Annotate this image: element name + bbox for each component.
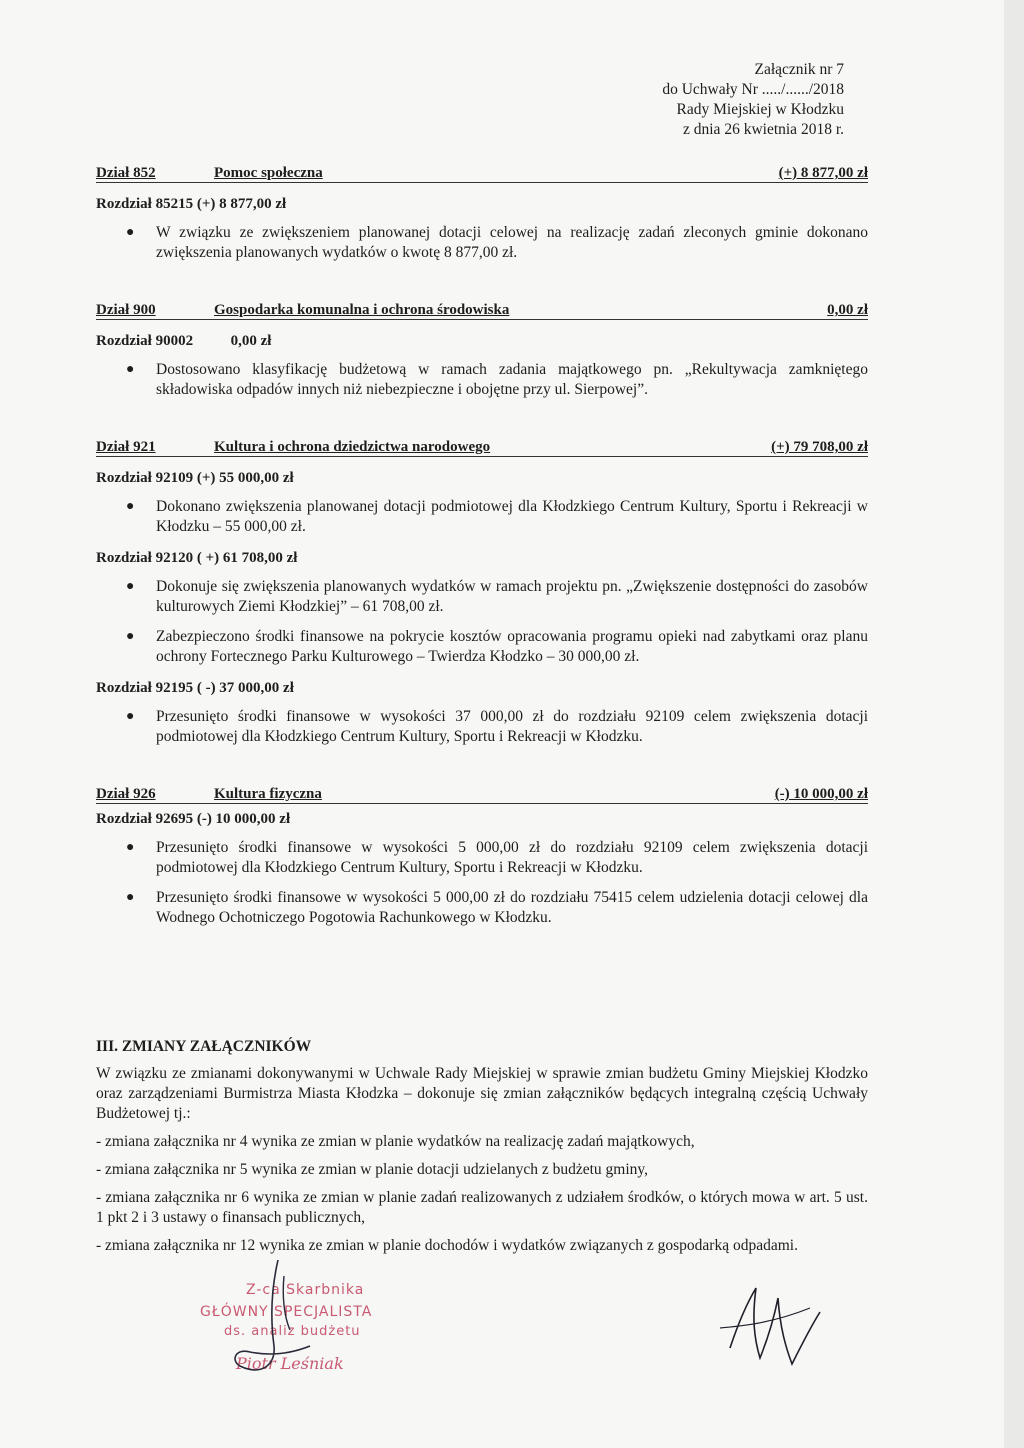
section-dzial-926 xyxy=(96,785,868,928)
dzial-code: Dział 852 xyxy=(96,165,156,181)
section-dzial-852 xyxy=(96,164,868,263)
stamp-line-4: Piotr Leśniak xyxy=(236,1354,344,1373)
list-item xyxy=(96,497,868,537)
change-item: - zmiana załącznika nr 12 wynika ze zmian w planie dochodów i wydatków związanych z gospodarką odpadami. xyxy=(96,1237,798,1254)
header-line-1: Załącznik nr 7 xyxy=(754,61,844,78)
bullet-list xyxy=(96,223,868,263)
dzial-name: Gospodarka komunalna i ochrona środowiska xyxy=(214,302,510,318)
change-item: - zmiana załącznika nr 4 wynika ze zmian w planie wydatków na realizację zadań majątkowych, xyxy=(96,1133,695,1150)
rozdzial-heading: Rozdział 92695 (-) 10 000,00 zł xyxy=(96,811,291,827)
document-content xyxy=(96,164,868,1264)
bullet-list xyxy=(96,838,868,928)
rozdzial-heading: Rozdział 92120 ( +) 61 708,00 zł xyxy=(96,550,298,566)
list-item xyxy=(96,707,868,747)
section-dzial-921 xyxy=(96,438,868,747)
list-item xyxy=(96,577,868,617)
dzial-amount: (-) 10 000,00 zł xyxy=(774,786,868,802)
stamp-line-3: ds. analiz budżetu xyxy=(224,1324,361,1339)
rozdzial-heading: Rozdział 92109 (+) 55 000,00 zł xyxy=(96,470,294,486)
section-zmiany-zalacznikow xyxy=(96,1038,868,1256)
change-item: - zmiana załącznika nr 5 wynika ze zmian w planie dotacji udzielanych z budżetu gminy, xyxy=(96,1161,649,1178)
dzial-heading xyxy=(96,164,868,183)
list-item-text: Przesunięto środki finansowe w wysokości 37 000,00 zł do rozdziału 92109 celem zwiększenia dotacji podmiotowej dla Kłodzkiego Centrum Kultury, Sportu i Rekreacji w Kłodzku. xyxy=(156,708,868,745)
page-edge xyxy=(1004,0,1024,1448)
dzial-heading xyxy=(96,785,868,804)
list-item-text: Przesunięto środki finansowe w wysokości 5 000,00 zł do rozdziału 92109 celem zwiększenia dotacji podmiotowej dla Kłodzkiego Centrum Kultury, Sportu i Rekreacji w Kłodzku. xyxy=(156,839,868,876)
list-item-text: Dokonano zwiększenia planowanej dotacji podmiotowej dla Kłodzkiego Centrum Kultury, Sportu i Rekreacji w Kłodzku – 55 000,00 zł. xyxy=(156,498,868,535)
signature-icon xyxy=(710,1268,830,1388)
bullet-icon: ● xyxy=(126,709,135,724)
bullet-icon: ● xyxy=(126,629,135,644)
bullet-list xyxy=(96,707,868,747)
list-item xyxy=(96,223,868,263)
bullet-icon: ● xyxy=(126,579,135,594)
bullet-icon: ● xyxy=(126,225,135,240)
list-item xyxy=(96,627,868,667)
bullet-icon: ● xyxy=(126,499,135,514)
list-item-text: Dokonuje się zwiększenia planowanych wydatków w ramach projektu pn. „Zwiększenie dostępności do zasobów kulturowych Ziemi Kłodzkiej” – 61 708,00 zł. xyxy=(156,578,868,615)
bullet-list xyxy=(96,577,868,667)
dzial-name: Kultura fizyczna xyxy=(214,786,322,802)
dzial-code: Dział 900 xyxy=(96,302,156,318)
dzial-name: Pomoc społeczna xyxy=(214,165,323,181)
dzial-amount: (+) 8 877,00 zł xyxy=(778,165,868,181)
list-item-text: Zabezpieczono środki finansowe na pokrycie kosztów opracowania programu opieki nad zabytkami oraz planu ochrony Fortecznego Parku Kulturowego – Twierdza Kłodzko – 30 000,00 zł. xyxy=(156,628,868,665)
dzial-heading xyxy=(96,438,868,457)
rozdzial-heading: Rozdział 90002 0,00 zł xyxy=(96,333,272,349)
section-title: III. ZMIANY ZAŁĄCZNIKÓW xyxy=(96,1038,312,1055)
dzial-heading xyxy=(96,301,868,320)
rozdzial-heading: Rozdział 92195 ( -) 37 000,00 zł xyxy=(96,680,294,696)
list-item xyxy=(96,838,868,878)
stamp-line-1: Z-ca Skarbnika xyxy=(246,1282,365,1298)
dzial-amount: (+) 79 708,00 zł xyxy=(771,439,868,455)
attachment-header xyxy=(662,60,844,140)
stamp-line-2: GŁÓWNY SPECJALISTA xyxy=(200,1304,373,1320)
list-item-text: Dostosowano klasyfikację budżetową w ramach zadania majątkowego pn. „Rekultywacja zamkniętego składowiska odpadów innych niż niebezpieczne i obojętne przy ul. Sierpowej”. xyxy=(156,361,868,398)
list-item xyxy=(96,360,868,400)
bullet-list xyxy=(96,360,868,400)
dzial-amount: 0,00 zł xyxy=(827,302,868,318)
dzial-code: Dział 926 xyxy=(96,786,156,802)
rozdzial-heading: Rozdział 85215 (+) 8 877,00 zł xyxy=(96,196,287,212)
header-line-4: z dnia 26 kwietnia 2018 r. xyxy=(683,121,844,138)
header-line-3: Rady Miejskiej w Kłodzku xyxy=(676,101,844,118)
bullet-icon: ● xyxy=(126,362,135,377)
bullet-icon: ● xyxy=(126,840,135,855)
dzial-code: Dział 921 xyxy=(96,439,156,455)
header-line-2: do Uchwały Nr ...../....../2018 xyxy=(662,81,844,98)
section-dzial-900 xyxy=(96,301,868,400)
list-item xyxy=(96,888,868,928)
intro-paragraph: W związku ze zmianami dokonywanymi w Uchwale Rady Miejskiej w sprawie zmian budżetu Gminy Miejskiej Kłodzko oraz zarządzeniami Burmistrza Miasta Kłodzka – dokonuje się zmian załączników będących integralną częścią Uchwały Budżetowej tj.: xyxy=(96,1065,868,1122)
dzial-name: Kultura i ochrona dziedzictwa narodowego xyxy=(214,439,491,455)
bullet-list xyxy=(96,497,868,537)
handwritten-signature-icon xyxy=(220,1256,340,1386)
list-item-text: Przesunięto środki finansowe w wysokości 5 000,00 zł do rozdziału 75415 celem udzielenia dotacji celowej dla Wodnego Ochotniczego Pogotowia Rachunkowego w Kłodzku. xyxy=(156,889,868,926)
list-item-text: W związku ze zwiększeniem planowanej dotacji celowej na realizację zadań zleconych gminie dokonano zwiększenia planowanych wydatków o kwotę 8 877,00 zł. xyxy=(156,224,868,261)
bullet-icon: ● xyxy=(126,890,135,905)
change-item: - zmiana załącznika nr 6 wynika ze zmian w planie zadań realizowanych z udziałem środków, o których mowa w art. 5 ust. 1 pkt 2 i 3 ustawy o finansach publicznych, xyxy=(96,1189,868,1226)
